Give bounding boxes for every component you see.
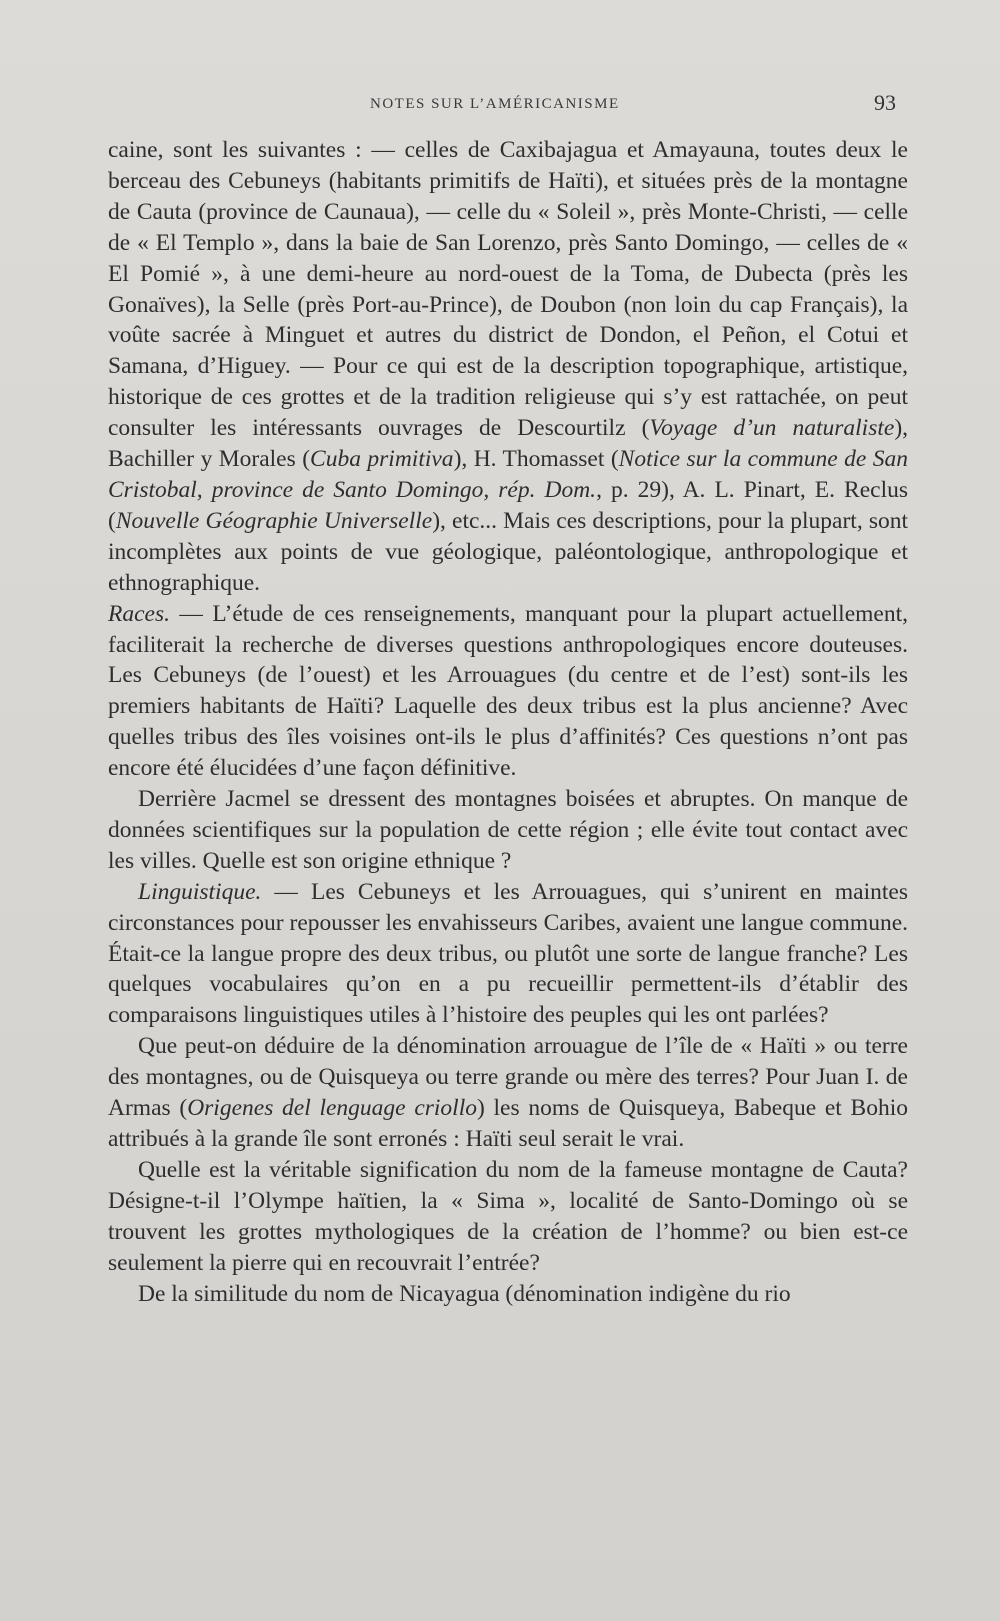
text-segment: Que peut-on déduire de la dénomination arrouague de l’île de « Haïti » ou terre des montagnes, ou de Quisqueya ou terre grande ou mère des terres? Pour Juan I. de Armas ( [108,1033,908,1122]
italic-text-segment: Nouvelle Géographie Universelle [115,507,433,534]
paragraph [108,1279,908,1310]
paragraph [108,599,908,784]
page-number: 93 [874,90,896,115]
paragraph [108,1155,908,1279]
italic-text-segment: Races. [108,600,170,627]
text-segment: Quelle est la véritable signification du nom de la fameuse montagne de Cauta? Désigne-t-il l’Olympe haïtien, la « Sima », localité de Santo-Domingo où se trouvent les grottes mythologiques de la création de l’homme? ou bien est-ce seulement la pierre qui en recouvrait l’entrée? [108,1156,908,1276]
paragraph [108,784,908,877]
italic-text-segment: Linguistique. [138,878,262,905]
paragraph [108,135,908,599]
text-segment: ), etc... Mais ces descriptions, pour la plupart, sont incomplètes aux points de vue géologique, paléontologique, anthropologique et ethnographique. [108,507,908,596]
text-segment: caine, sont les suivantes : — celles de Caxibajagua et Amayauna, toutes deux le berceau des Cebuneys (habitants primitifs de Haïti), et situées près de la montagne de Cauta (province de Caunaua), — celle du « Soleil », près Monte-Christi, — celle de « El Templo », dans la baie de San Lorenzo, près Santo Domingo, — celles de « El Pomié », à une demi-heure au nord-ouest de la Toma, de Dubecta (près les Gonaïves), la Selle (près Port-au-Prince), de Doubon (non loin du cap Français), la voûte sacrée à Minguet et autres du district de Dondon, el Peñon, el Cotui et Samana, d’Higuey. — Pour ce qui est de la description topographique, artistique, historique de ces grottes et de la tradition religieuse qui s’y est rattachée, on peut consulter les intéressants ouvrages de Descourtilz ( [108,137,908,442]
text-segment: ), Bachiller y Morales ( [108,415,909,473]
italic-text-segment: Cuba primitiva [310,446,454,473]
italic-text-segment: Origenes del lenguage criollo [187,1095,477,1122]
text-segment: De la similitude du nom de Nicayagua (dénomination indigène du rio [138,1280,791,1307]
text-segment: ) les noms de Quisqueya, Babeque et Bohio attribués à la grande île sont erronés : Haïti seul serait le vrai. [108,1095,908,1152]
text-segment: Derrière Jacmel se dressent des montagnes boisées et abruptes. On manque de données scientifiques sur la population de cette région ; elle évite tout contact avec les villes. Quelle est son origine ethnique ? [108,786,908,874]
paragraph [108,877,908,1032]
body-text [108,135,908,1309]
running-head [0,90,1000,120]
italic-text-segment: Voyage d’un naturaliste [649,415,895,442]
text-segment: ), H. Thomasset ( [453,446,619,473]
text-segment: , p. 29), A. L. Pinart, E. Reclus ( [108,476,908,534]
text-segment: — L’étude de ces renseignements, manquant pour la plupart actuellement, faciliterait la recherche de diverses questions anthropologiques encore douteuses. Les Cebuneys (de l’ouest) et les Arrouagues (du centre et de l’est) sont-ils les premiers habitants de Haïti? Laquelle des deux tribus est la plus ancienne? Avec quelles tribus des îles voisines ont-ils le plus d’affinités? Ces questions n’ont pas encore été élucidées d’une façon définitive. [108,600,908,782]
italic-text-segment: Notice sur la commune de San Cristobal, province de Santo Domingo, rép. Dom. [108,446,908,503]
text-segment: — Les Cebuneys et les Arrouagues, qui s’unirent en maintes circonstances pour repousser les envahisseurs Caribes, avaient une langue commune. Était-ce la langue propre des deux tribus, ou plutôt une sorte de langue franche? Les quelques vocabulaires qu’on en a pu recueillir permettent-ils d’établir des comparaisons linguistiques utiles à l’histoire des peuples qui les ont parlées? [108,878,908,1029]
paragraph [108,1031,908,1155]
running-title: NOTES SUR L’AMÉRICANISME [370,96,620,112]
